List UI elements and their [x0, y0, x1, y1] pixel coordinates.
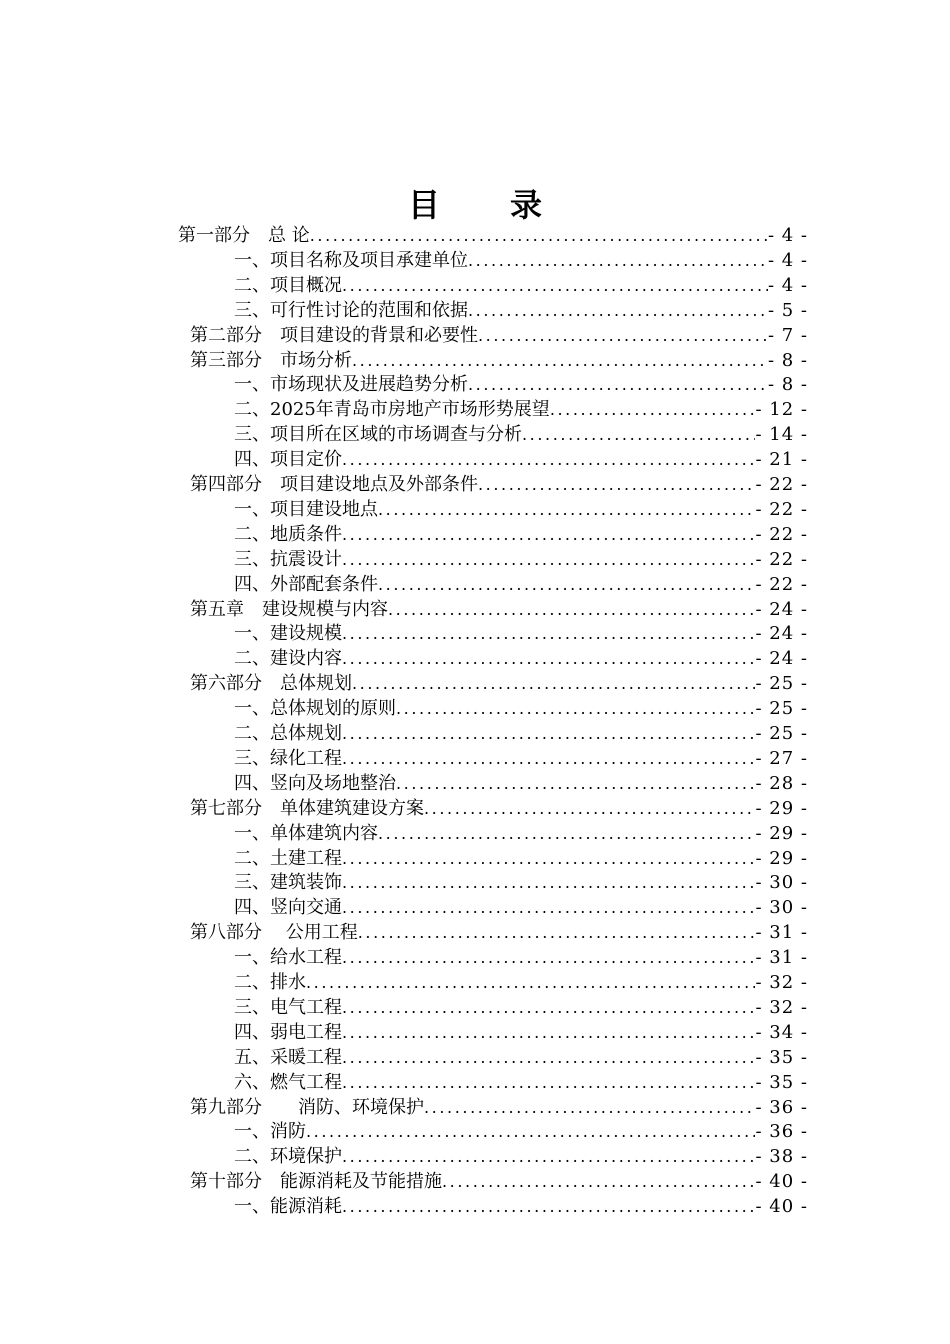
toc-entry-label: 二、土建工程 — [234, 847, 342, 869]
toc-entry-label: 二、排水 — [234, 972, 306, 993]
toc-entry-page: - 25 - — [755, 723, 808, 744]
title-char-1: 目 — [408, 186, 441, 224]
toc-leader-dots — [352, 672, 755, 697]
toc-entry-page: - 22 - — [755, 498, 808, 520]
toc-entry-page: - 28 - — [755, 772, 808, 794]
toc-entry-page: - 8 - — [767, 374, 808, 396]
toc-entry-page: - 8 - — [767, 349, 808, 371]
toc-entry[interactable] — [234, 772, 808, 797]
toc-entry-page: - 21 - — [755, 449, 808, 471]
toc-entry[interactable] — [234, 697, 808, 722]
toc-entry-page: - 4 - — [767, 225, 808, 246]
toc-entry-page: - 14 - — [755, 424, 808, 446]
toc-leader-dots — [342, 871, 755, 896]
toc-entry-page: - 31 - — [755, 922, 808, 944]
toc-leader-dots — [342, 622, 755, 647]
toc-leader-dots — [396, 697, 755, 722]
toc-leader-dots — [478, 473, 755, 498]
toc-entry[interactable] — [234, 871, 808, 896]
toc-entry-label: 四、弱电工程 — [234, 1021, 342, 1043]
toc-entry-label: 三、抗震设计 — [234, 548, 342, 570]
toc-entry[interactable] — [234, 722, 808, 747]
toc-leader-dots — [468, 373, 768, 398]
toc-entry[interactable] — [234, 498, 808, 523]
toc-entry-label: 四、竖向交通 — [234, 897, 342, 919]
toc-entry-page: - 12 - — [755, 399, 808, 421]
toc-entry[interactable] — [190, 349, 808, 374]
toc-entry-label: 三、可行性讨论的范围和依据 — [234, 299, 468, 321]
toc-leader-dots — [378, 822, 755, 847]
toc-leader-dots — [358, 921, 756, 946]
toc-entry-label: 一、总体规划的原则 — [234, 698, 396, 720]
toc-entry-page: - 7 - — [767, 324, 808, 346]
toc-leader-dots — [342, 946, 755, 971]
toc-entry[interactable] — [234, 971, 808, 996]
toc-entry[interactable] — [234, 996, 808, 1021]
toc-entry-page: - 36 - — [755, 1121, 808, 1143]
toc-entry-label: 三、建筑装饰 — [234, 872, 342, 894]
toc-entry-page: - 35 - — [755, 1071, 808, 1093]
toc-entry[interactable] — [190, 797, 808, 822]
toc-leader-dots — [342, 548, 755, 573]
toc-entry[interactable] — [190, 672, 808, 697]
toc-entry-page: - 24 - — [755, 623, 808, 645]
toc-leader-dots — [478, 324, 768, 349]
toc-entry[interactable] — [234, 1021, 808, 1046]
toc-entry-label: 一、建设规模 — [234, 623, 342, 645]
toc-entry-label: 二、地质条件 — [234, 523, 342, 545]
toc-entry[interactable] — [234, 647, 808, 672]
toc-entry-label: 四、竖向及场地整治 — [234, 772, 396, 794]
toc-leader-dots — [342, 1145, 755, 1170]
toc-leader-dots — [522, 423, 755, 448]
toc-entry[interactable] — [234, 299, 808, 324]
toc-entry[interactable] — [234, 548, 808, 573]
toc-entry-label: 第十部分 能源消耗及节能措施 — [190, 1171, 442, 1193]
toc-entry-label: 一、项目名称及项目承建单位 — [234, 249, 468, 271]
toc-entry[interactable] — [190, 598, 808, 623]
toc-entry[interactable] — [234, 249, 808, 274]
toc-leader-dots — [352, 349, 768, 374]
toc-entry[interactable] — [234, 523, 808, 548]
toc-entry[interactable] — [234, 274, 808, 299]
toc-entry[interactable] — [234, 1046, 808, 1071]
toc-entry[interactable] — [190, 1170, 808, 1195]
toc-entry[interactable] — [190, 1096, 808, 1121]
toc-entry-label: 第四部分 项目建设地点及外部条件 — [190, 474, 478, 495]
toc-leader-dots — [424, 797, 755, 822]
toc-leader-dots — [342, 896, 755, 921]
toc-entry-page: - 29 - — [755, 797, 808, 819]
toc-entry-page: - 22 - — [755, 523, 808, 545]
toc-leader-dots — [468, 249, 768, 274]
toc-entry-page: - 36 - — [755, 1096, 808, 1118]
toc-entry-page: - 31 - — [755, 947, 808, 969]
toc-leader-dots — [550, 398, 756, 423]
toc-entry-page: - 35 - — [755, 1046, 808, 1068]
toc-leader-dots — [396, 772, 755, 797]
toc-leader-dots — [342, 448, 755, 473]
toc-leader-dots — [342, 1021, 755, 1046]
toc-entry-label: 第三部分 市场分析 — [190, 349, 352, 371]
toc-entry-label: 第八部分 公用工程 — [190, 922, 358, 944]
toc-entry-label: 一、能源消耗 — [234, 1196, 342, 1218]
toc-entry[interactable] — [234, 896, 808, 921]
toc-entry-label: 二、建设内容 — [234, 648, 342, 670]
toc-leader-dots — [306, 1120, 755, 1145]
toc-entry-label: 第五章 建设规模与内容 — [190, 598, 388, 620]
toc-entry-label: 二、环境保护 — [234, 1146, 342, 1168]
toc-entry-page: - 22 - — [755, 474, 808, 495]
toc-entry-label: 二、总体规划 — [234, 723, 342, 744]
toc-entry-page: - 24 - — [755, 648, 808, 670]
toc-entry[interactable] — [190, 473, 808, 498]
toc-entry-label: 四、项目定价 — [234, 449, 342, 471]
toc-entry[interactable] — [190, 921, 808, 946]
toc-leader-dots — [388, 598, 755, 623]
toc-entry-page: - 4 - — [767, 274, 808, 296]
toc-leader-dots — [468, 299, 768, 324]
toc-entry[interactable] — [234, 622, 808, 647]
toc-leader-dots — [342, 747, 755, 772]
toc-leader-dots — [342, 274, 768, 299]
toc-leader-dots — [310, 224, 768, 249]
toc-entry[interactable] — [234, 373, 808, 398]
toc-entry[interactable] — [234, 847, 808, 872]
toc-entry-page: - 24 - — [755, 598, 808, 620]
toc-entry-page: - 40 - — [755, 1171, 808, 1193]
toc-entry-label: 一、消防 — [234, 1121, 306, 1143]
toc-entry-label: 三、项目所在区域的市场调查与分析 — [234, 424, 522, 446]
toc-entry-label: 第一部分 总 论 — [178, 225, 310, 246]
toc-entry-page: - 30 - — [755, 872, 808, 894]
toc-entry-label: 一、项目建设地点 — [234, 498, 378, 520]
toc-entry-label: 第九部分 消防、环境保护 — [190, 1096, 424, 1118]
toc-entry-label: 第七部分 单体建筑建设方案 — [190, 797, 424, 819]
toc-leader-dots — [342, 647, 755, 672]
toc-entry[interactable] — [178, 224, 808, 249]
toc-leader-dots — [342, 1195, 755, 1220]
toc-leader-dots — [306, 971, 755, 996]
toc-entry-label: 一、给水工程 — [234, 947, 342, 969]
title-char-2: 录 — [510, 186, 543, 224]
toc-entry-page: - 5 - — [767, 299, 808, 321]
toc-entry-page: - 25 - — [755, 673, 808, 695]
toc-entry-label: 四、外部配套条件 — [234, 573, 378, 595]
toc-entry-page: - 40 - — [755, 1196, 808, 1218]
toc-entry[interactable] — [234, 448, 808, 473]
toc-entry-label: 三、电气工程 — [234, 996, 342, 1018]
toc-entry-page: - 32 - — [755, 996, 808, 1018]
toc-entry[interactable] — [234, 822, 808, 847]
toc-entry[interactable] — [190, 324, 808, 349]
toc-leader-dots — [342, 722, 755, 747]
toc-entry-page: - 38 - — [755, 1146, 808, 1168]
toc-entry-page: - 22 - — [755, 548, 808, 570]
toc-entry[interactable] — [234, 1120, 808, 1145]
toc-entry[interactable] — [234, 1195, 808, 1220]
toc-entry[interactable] — [234, 573, 808, 598]
toc-leader-dots — [378, 498, 755, 523]
toc-entry-page: - 30 - — [755, 897, 808, 919]
toc-leader-dots — [342, 523, 755, 548]
toc-entry[interactable] — [234, 747, 808, 772]
toc-entry-label: 五、采暖工程 — [234, 1046, 342, 1068]
toc-entry-page: - 27 - — [755, 747, 808, 769]
toc-leader-dots — [442, 1170, 755, 1195]
toc-entry-label: 三、绿化工程 — [234, 747, 342, 769]
toc-entry[interactable] — [234, 946, 808, 971]
toc-entry-page: - 32 - — [755, 972, 808, 993]
toc-leader-dots — [342, 1071, 755, 1096]
toc-entry-page: - 4 - — [767, 249, 808, 271]
toc-entry[interactable] — [234, 423, 808, 448]
toc-leader-dots — [424, 1096, 755, 1121]
toc-entry-label: 第六部分 总体规划 — [190, 673, 352, 695]
toc-entry[interactable] — [234, 1145, 808, 1170]
toc-entry-label: 二、项目概况 — [234, 274, 342, 296]
toc-leader-dots — [342, 847, 755, 872]
toc-leader-dots — [378, 573, 755, 598]
toc-entry-label: 六、燃气工程 — [234, 1071, 342, 1093]
toc-entry[interactable] — [234, 1071, 808, 1096]
toc-leader-dots — [342, 996, 755, 1021]
toc-entry-label: 二、2025年青岛市房地产市场形势展望 — [234, 399, 550, 421]
toc-entry[interactable] — [234, 398, 808, 423]
toc-entry-page: - 29 - — [755, 822, 808, 844]
toc-entry-page: - 29 - — [755, 847, 808, 869]
toc-entry-label: 一、市场现状及进展趋势分析 — [234, 374, 468, 396]
toc-leader-dots — [342, 1046, 755, 1071]
toc-entry-label: 一、单体建筑内容 — [234, 822, 378, 844]
toc-entry-label: 第二部分 项目建设的背景和必要性 — [190, 324, 478, 346]
toc-entry-page: - 22 - — [755, 573, 808, 595]
toc-entry-page: - 34 - — [755, 1021, 808, 1043]
toc-entry-page: - 25 - — [755, 698, 808, 720]
